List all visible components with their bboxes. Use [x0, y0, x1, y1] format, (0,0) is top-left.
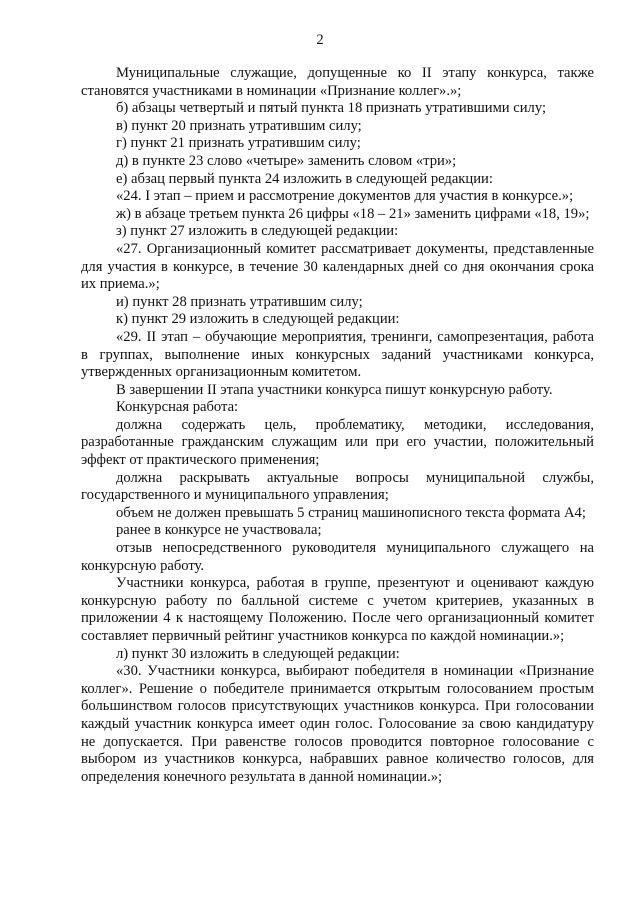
paragraph: Муниципальные служащие, допущенные ко II этапу конкурса, также становятся участниками в номинации «Признание коллег».»; — [81, 65, 594, 99]
paragraph: е) абзац первый пункта 24 изложить в следующей редакции: — [116, 170, 493, 187]
paragraph: В завершении II этапа участники конкурса пишут конкурсную работу. — [116, 381, 553, 398]
page-number: 2 — [316, 32, 324, 48]
paragraph: ранее в конкурсе не участвовала; — [116, 522, 322, 539]
paragraph: должна раскрывать актуальные вопросы муниципальной службы, государственного и муниципального управления; — [81, 469, 594, 504]
paragraph: ж) в абзаце третьем пункта 26 цифры «18 – 21» заменить цифрами «18, 19»; — [116, 205, 590, 222]
paragraph: объем не должен превышать 5 страниц машинописного текста формата А4; — [116, 504, 586, 521]
paragraph: з) пункт 27 изложить в следующей редакции: — [116, 223, 399, 240]
paragraph: б) абзацы четвертый и пятый пункта 18 признать утратившими силу; — [116, 100, 546, 117]
paragraph: и) пункт 28 признать утратившим силу; — [116, 293, 363, 310]
paragraph: «29. II этап – обучающие мероприятия, тренинги, самопрезентация, работа в группах, выполнение иных конкурсных заданий участниками конкурса, утвержденных организационным комитетом. — [81, 328, 594, 381]
paragraph: Участники конкурса, работая в группе, презентуют и оценивают каждую конкурсную работу по балльной системе с учетом критериев, указанных в приложении 4 к настоящему Положению. После чего организационный комитет составляет первичный рейтинг участников конкурса по каждой номинации.»; — [81, 575, 594, 644]
document-body — [81, 65, 594, 786]
paragraph: г) пункт 21 признать утратившим силу; — [116, 135, 361, 152]
paragraph: к) пункт 29 изложить в следующей редакции: — [116, 311, 400, 328]
paragraph: «30. Участники конкурса, выбирают победителя в номинации «Признание коллег». Решение о победителе принимается открытым голосованием простым большинством голосов присутствующих участников конкурса. При голосовании каждый участник конкурса имеет один голос. Голосование за свою кандидатуру не допускается. При равенстве голосов проводится повторное голосование с выбором из участников конкурса, набравших равное количество голосов, для определения конечного результата в данной номинации.»; — [81, 663, 594, 785]
paragraph: «27. Организационный комитет рассматривает документы, представленные для участия в конкурсе, в течение 30 календарных дней со дня окончания срока их приема.»; — [81, 240, 594, 293]
paragraph: отзыв непосредственного руководителя муниципального служащего на конкурсную работу. — [81, 540, 594, 574]
paragraph: д) в пункте 23 слово «четыре» заменить словом «три»; — [116, 152, 457, 169]
paragraph: л) пункт 30 изложить в следующей редакции: — [116, 645, 400, 662]
paragraph: в) пункт 20 признать утратившим силу; — [116, 117, 362, 134]
paragraph: «24. I этап – прием и рассмотрение документов для участия в конкурсе.»; — [116, 188, 574, 205]
paragraph: Конкурсная работа: — [116, 399, 239, 416]
paragraph: должна содержать цель, проблематику, методики, исследования, разработанные гражданским служащим или при его участии, положительный эффект от практического применения; — [81, 416, 594, 469]
